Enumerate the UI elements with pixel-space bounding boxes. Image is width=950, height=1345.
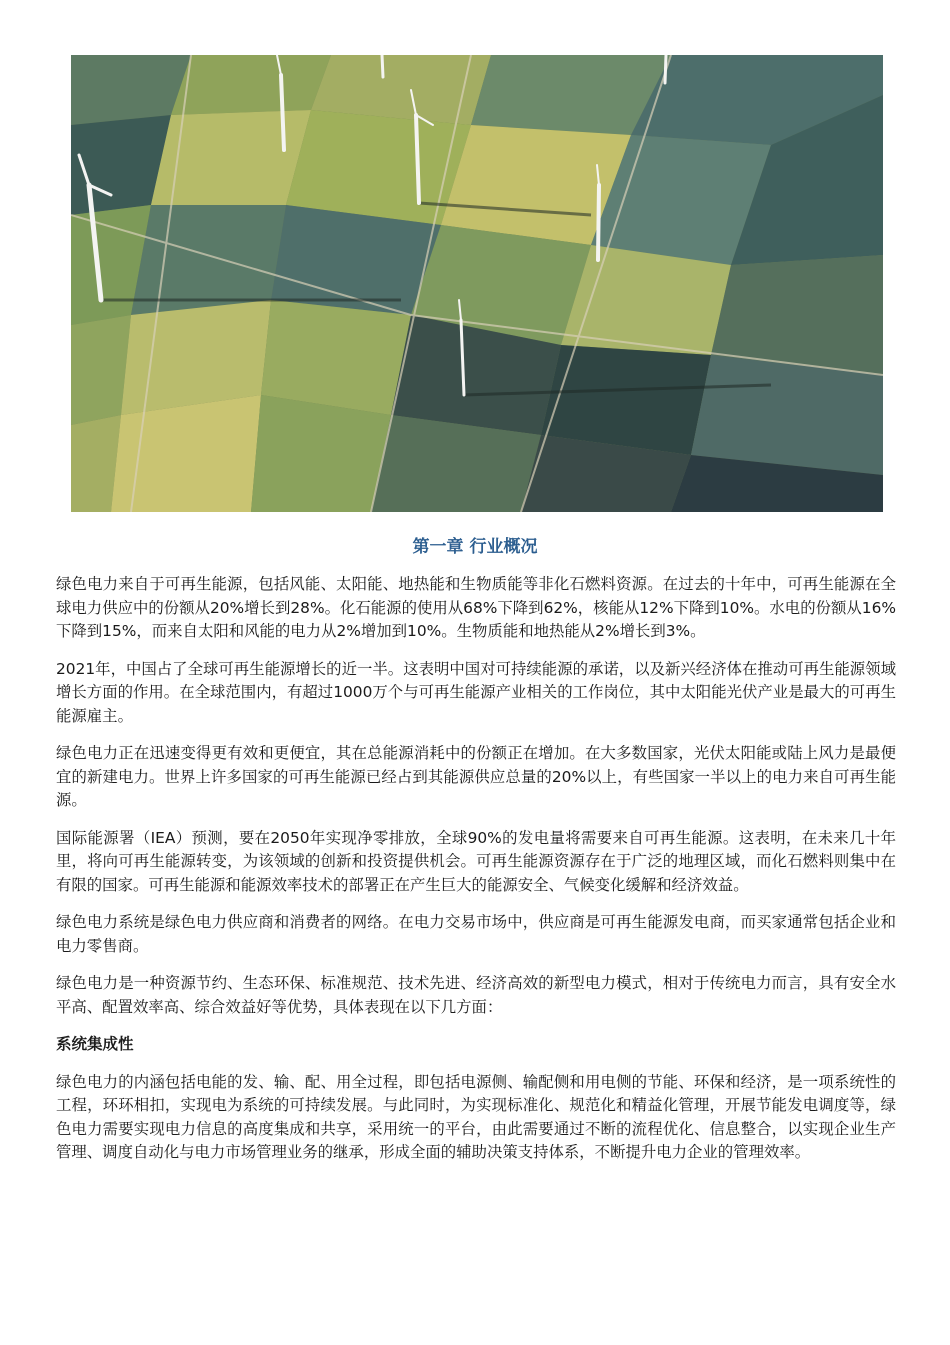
paragraph: 绿色电力系统是绿色电力供应商和消费者的网络。在电力交易市场中，供应商是可再生能源发电商，而买家通常包括企业和电力零售商。 xyxy=(56,913,896,955)
article-body xyxy=(56,573,896,1179)
paragraph: 绿色电力来自于可再生能源，包括风能、太阳能、地热能和生物质能等非化石燃料资源。在过去的十年中，可再生能源在全球电力供应中的份额从20%增长到28%。化石能源的使用从68%下降到62%，核能从12%下降到10%。水电的份额从16%下降到15%，而来自太阳和风能的电力从2%增加到10%。生物质能和地热能从2%增长到3%。 xyxy=(56,575,896,640)
section-paragraph: 绿色电力的内涵包括电能的发、输、配、用全过程，即包括电源侧、输配侧和用电侧的节能、环保和经济，是一项系统性的工程，环环相扣，实现电为系统的可持续发展。与此同时，为实现标准化、规范化和精益化管理，开展节能发电调度等，绿色电力需要实现电力信息的高度集成和共享，采用统一的平台，由此需要通过不断的流程优化、信息整合，以实现企业生产管理、调度自动化与电力市场管理业务的继承，形成全面的辅助决策支持体系，不断提升电力企业的管理效率。 xyxy=(56,1072,896,1161)
paragraph: 绿色电力正在迅速变得更有效和更便宜，其在总能源消耗中的份额正在增加。在大多数国家，光伏太阳能或陆上风力是最便宜的新建电力。世界上许多国家的可再生能源已经占到其能源供应总量的20%以上，有些国家一半以上的电力来自可再生能源。 xyxy=(56,744,896,809)
chapter-title: 第一章 行业概况 xyxy=(412,537,538,557)
section-heading: 系统集成性 xyxy=(56,1035,134,1053)
paragraph: 国际能源署（IEA）预测，要在2050年实现净零排放，全球90%的发电量将需要来自可再生能源。这表明，在未来几十年里，将向可再生能源转变，为该领域的创新和投资提供机会。可再生能源资源存在于广泛的地理区域，而化石燃料则集中在有限的国家。可再生能源和能源效率技术的部署正在产生巨大的能源安全、气候变化缓解和经济效益。 xyxy=(56,828,896,894)
paragraph: 2021年，中国占了全球可再生能源增长的近一半。这表明中国对可持续能源的承诺，以及新兴经济体在推动可再生能源领域增长方面的作用。在全球范围内，有超过1000万个与可再生能源产业相关的工作岗位，其中太阳能光伏产业是最大的可再生能源雇主。 xyxy=(56,659,896,725)
paragraph: 绿色电力是一种资源节约、生态环保、标准规范、技术先进、经济高效的新型电力模式，相对于传统电力而言，具有安全水平高、配置效率高、综合效益好等优势，具体表现在以下几方面： xyxy=(56,974,896,1016)
wind-farm-photo xyxy=(71,55,883,512)
